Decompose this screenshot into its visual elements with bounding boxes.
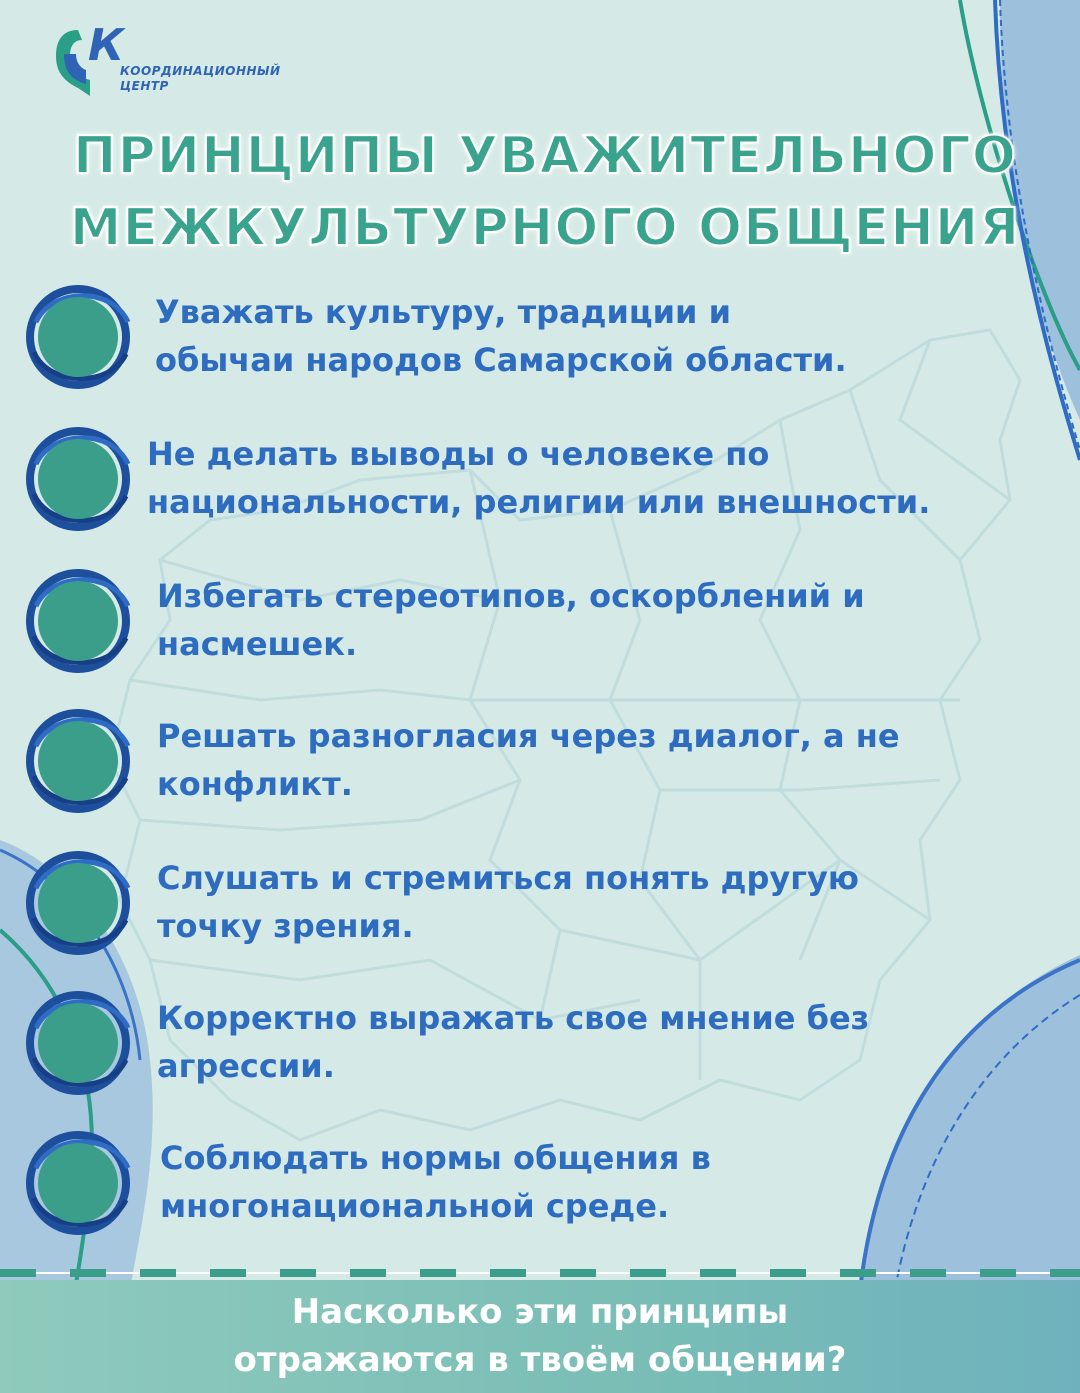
list-item [0,988,1080,1098]
principle-line-1: Избегать стереотипов, оскорблений и [157,577,865,615]
footer-line-1: Насколько эти принципы [291,1292,789,1332]
principle-line-2: обычаи народов Самарской области. [155,341,847,379]
page-title [20,120,1070,264]
logo-line-1: КООРДИНАЦИОННЫЙ [120,64,281,78]
dashed-divider [0,1266,1080,1280]
list-item [0,706,1080,816]
principle-line-1: Слушать и стремиться понять другую [157,859,859,897]
principle-text [160,1134,1060,1230]
bullet-circle-icon [22,848,138,958]
principle-line-1: Соблюдать нормы общения в [160,1139,711,1177]
principle-line-2: национальности, религии или внешности. [147,483,931,521]
list-item [0,424,1080,534]
bullet-circle-icon [22,282,138,392]
principle-line-1: Решать разногласия через диалог, а не [157,717,900,755]
bullet-circle-icon [22,424,138,534]
bullet-circle-icon [22,706,138,816]
principle-text [147,430,1047,526]
principle-line-1: Корректно выражать свое мнение без [157,999,870,1037]
title-line-2: МЕЖКУЛЬТУРНОГО ОБЩЕНИЯ [69,198,1021,258]
footer-question [0,1288,1080,1384]
list-item [0,566,1080,676]
principle-line-2: насмешек. [157,625,358,663]
principle-line-2: агрессии. [157,1047,335,1085]
list-item [0,848,1080,958]
principle-text [157,712,1057,808]
principle-text [157,994,1057,1090]
principle-line-1: Не делать выводы о человеке по [147,435,770,473]
bullet-circle-icon [22,566,138,676]
principle-line-2: многонациональной среде. [160,1187,670,1225]
title-line-1: ПРИНЦИПЫ УВАЖИТЕЛЬНОГО [73,126,1017,186]
principle-text [157,572,1057,668]
principle-line-1: Уважать культуру, традиции и [155,293,732,331]
bullet-circle-icon [22,988,138,1098]
principle-line-2: точку зрения. [157,907,414,945]
principle-text [155,288,1055,384]
footer-banner [0,1280,1080,1393]
list-item [0,1128,1080,1238]
logo-line-2: ЦЕНТР [120,79,169,93]
logo-text [120,64,281,94]
principle-text [157,854,1057,950]
principle-line-2: конфликт. [157,765,353,803]
bullet-circle-icon [22,1128,138,1238]
logo-letter: К [88,20,124,71]
list-item [0,282,1080,392]
footer-line-2: отражаются в твоём общении? [233,1340,847,1380]
